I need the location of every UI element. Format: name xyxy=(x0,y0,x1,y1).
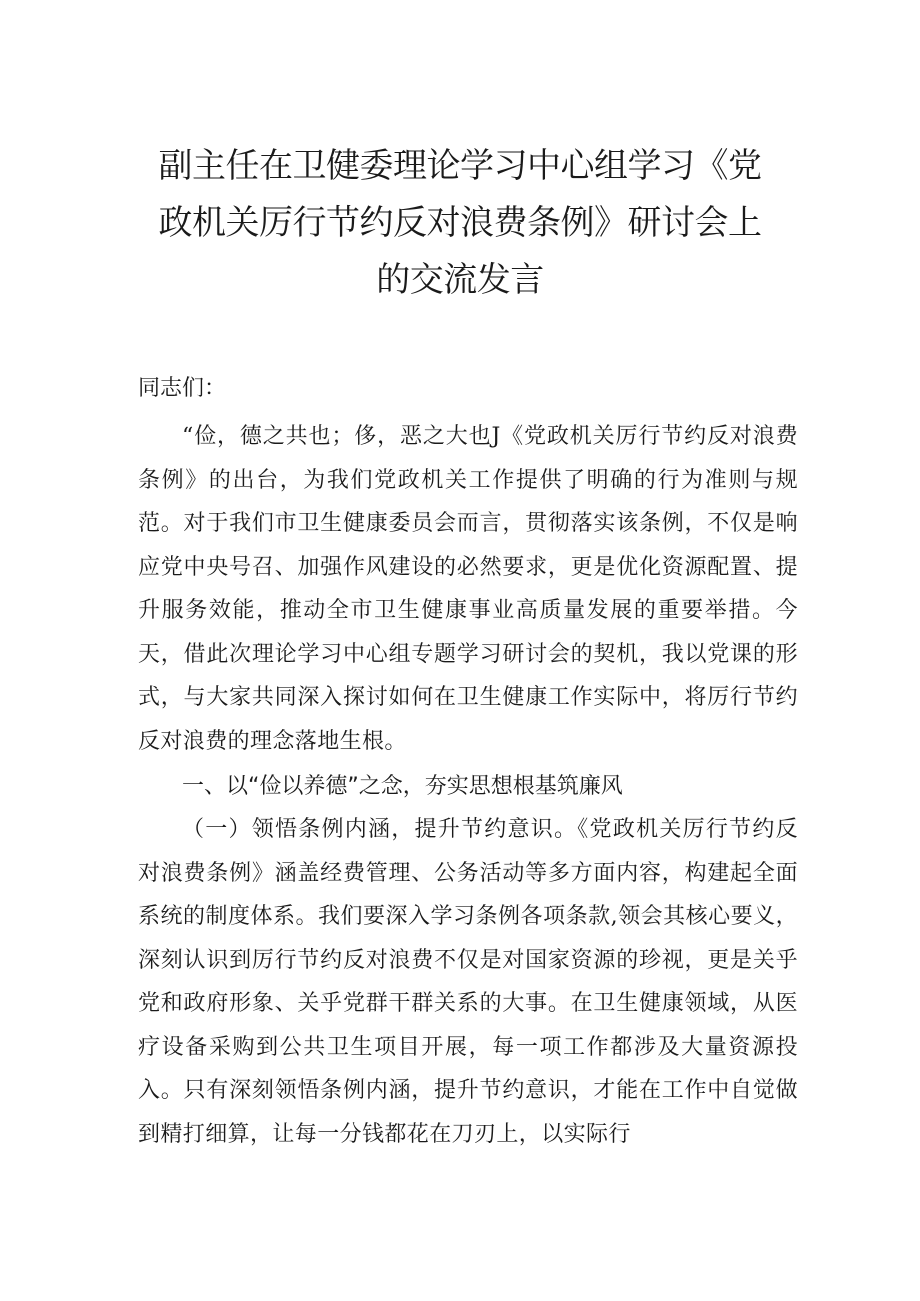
salutation: 同志们： xyxy=(138,376,227,401)
intro-paragraph: “俭，德之共也；侈，恶之大也J《党政机关厉行节约反对浪费条例》的出台，为我们党政机关工作提供了明确的行为准则与规范。对于我们市卫生健康委员会而言，贯彻落实该条例，不仅是响应党中央号召、加强作风建设的必然要求，更是优化资源配置、提升服务效能，推动全市卫生健康事业高质量发展的重要举措。今天，借此次理论学习中心组专题学习研讨会的契机，我以党课的形式，与大家共同深入探讨如何在卫生健康工作实际中，将厉行节约反对浪费的理念落地生根。 xyxy=(138,424,798,754)
section-1-heading: 一、以“俭以养德”之念，夯实思想根基筑廉风 xyxy=(182,774,623,799)
document-title xyxy=(140,138,780,309)
title-line-3: 的交流发言 xyxy=(376,260,544,300)
title-line-1: 副主任在卫健委理论学习中心组学习《党 xyxy=(158,146,762,186)
title-line-2: 政机关厉行节约反对浪费条例》研讨会上 xyxy=(158,203,762,243)
section-1-paragraph-1: （一）领悟条例内涵，提升节约意识。《党政机关厉行节约反对浪费条例》涵盖经费管理、公务活动等多方面内容，构建起全面系统的制度体系。我们要深入学习条例各项条款,领会其核心要义，深刻认识到厉行节约反对浪费不仅是对国家资源的珍视，更是关乎党和政府形象、关乎党群干群关系的大事。在卫生健康领域，从医疗设备采购到公共卫生项目开展，每一项工作都涉及大量资源投入。只有深刻领悟条例内涵，提升节约意识，才能在工作中自觉做到精打细算，让每一分钱都花在刀刃上，以实际行 xyxy=(138,817,798,1147)
